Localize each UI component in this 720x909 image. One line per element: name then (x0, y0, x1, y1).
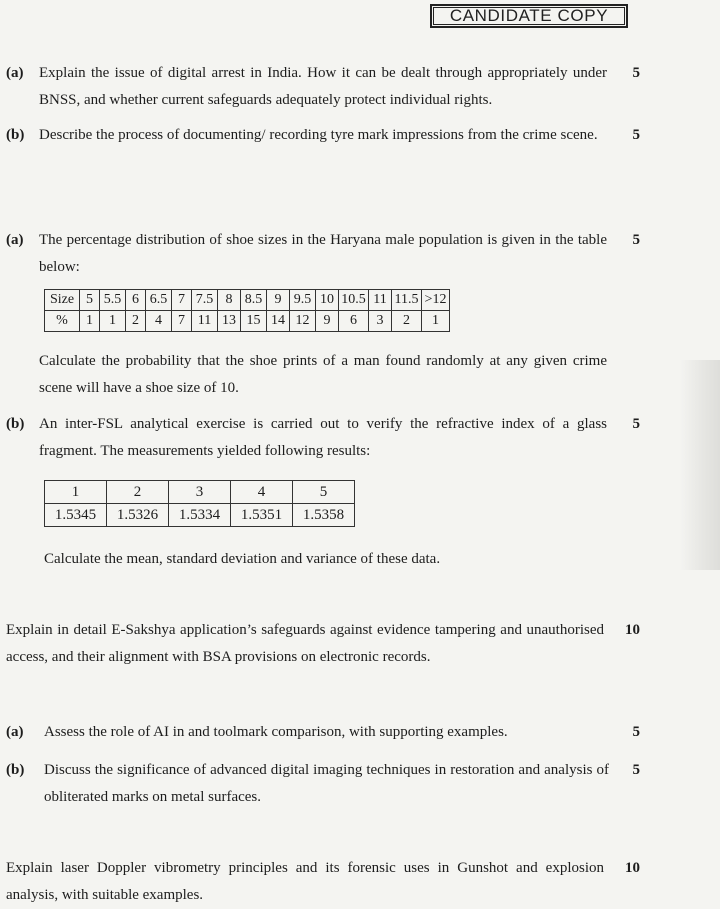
question-marks: 10 (625, 622, 640, 638)
question-marks: 5 (632, 416, 640, 432)
shoe-size-cell: 8.5 (241, 290, 267, 311)
table-header-cell: Size (45, 290, 80, 311)
question-5 (6, 855, 646, 909)
question-marks: 5 (632, 232, 640, 248)
question-4b (6, 757, 646, 813)
trial-number-row (45, 481, 355, 504)
question-label: (b) (6, 416, 25, 432)
shoe-size-cell: 9.5 (290, 290, 316, 311)
shoe-size-cell: 9 (267, 290, 290, 311)
question-4a (6, 719, 646, 747)
shoe-percent-row (45, 311, 450, 332)
shoe-size-cell: 6.5 (146, 290, 172, 311)
refractive-index-table (44, 480, 355, 527)
shoe-size-cell: 8 (218, 290, 241, 311)
question-marks: 5 (632, 65, 640, 81)
question-label: (a) (6, 232, 24, 248)
refractive-index-cell: 1.5334 (169, 504, 231, 527)
shoe-percent-cell: 1 (80, 311, 100, 332)
question-marks: 5 (632, 762, 640, 778)
shoe-percent-cell: 1 (422, 311, 450, 332)
trial-number-cell: 4 (231, 481, 293, 504)
question-label: (b) (6, 127, 25, 143)
refractive-index-cell: 1.5358 (293, 504, 355, 527)
trial-number-cell: 3 (169, 481, 231, 504)
question-text: Calculate the probability that the shoe prints of a man found randomly at any given crime scene will have a shoe size of 10. (39, 353, 607, 396)
refractive-index-cell: 1.5351 (231, 504, 293, 527)
question-2a (6, 227, 646, 283)
shoe-size-cell: 11.5 (392, 290, 422, 311)
shoe-percent-cell: 1 (100, 311, 126, 332)
question-1b (6, 122, 646, 178)
question-label: (a) (6, 724, 24, 740)
refractive-index-row (45, 504, 355, 527)
question-3 (6, 617, 646, 673)
candidate-copy-stamp: CANDIDATE COPY (430, 4, 628, 28)
shoe-size-row (45, 290, 450, 311)
shoe-percent-cell: 6 (339, 311, 369, 332)
question-text: Assess the role of AI in and toolmark comparison, with supporting examples. (44, 724, 508, 740)
question-2b-task (6, 546, 646, 574)
shoe-size-cell: 10.5 (339, 290, 369, 311)
shoe-percent-cell: 2 (392, 311, 422, 332)
shoe-percent-cell: 12 (290, 311, 316, 332)
question-label: (a) (6, 65, 24, 81)
question-2b (6, 411, 646, 467)
shoe-percent-cell: 11 (192, 311, 218, 332)
refractive-index-cell: 1.5345 (45, 504, 107, 527)
question-text: Explain the issue of digital arrest in India. How it can be dealt through appropriately under BNSS, and whether current safeguards adequately protect individual rights. (39, 65, 607, 108)
shoe-size-cell: 11 (369, 290, 392, 311)
trial-number-cell: 1 (45, 481, 107, 504)
shoe-percent-cell: 9 (316, 311, 339, 332)
question-marks: 5 (632, 724, 640, 740)
shoe-size-cell: 5 (80, 290, 100, 311)
shoe-size-cell: 5.5 (100, 290, 126, 311)
shoe-percent-cell: 15 (241, 311, 267, 332)
question-1a (6, 60, 646, 116)
question-label: (b) (6, 762, 25, 778)
question-marks: 5 (632, 127, 640, 143)
shoe-size-table (44, 289, 450, 332)
shoe-percent-cell: 7 (172, 311, 192, 332)
shoe-size-cell: 6 (126, 290, 146, 311)
question-text: The percentage distribution of shoe sizes in the Haryana male population is given in the table below: (39, 232, 607, 275)
question-text: Describe the process of documenting/ recording tyre mark impressions from the crime scene. (39, 127, 598, 143)
shoe-percent-cell: 14 (267, 311, 290, 332)
question-2a-task (6, 348, 646, 404)
shoe-size-cell: 10 (316, 290, 339, 311)
question-text: Explain in detail E-Sakshya application’s safeguards against evidence tampering and unauthorised access, and their alignment with BSA provisions on electronic records. (6, 622, 604, 665)
question-text: An inter-FSL analytical exercise is carried out to verify the refractive index of a glass fragment. The measurements yielded following results: (39, 416, 607, 459)
trial-number-cell: 5 (293, 481, 355, 504)
question-text: Explain laser Doppler vibrometry principles and its forensic uses in Gunshot and explosion analysis, with suitable examples. (6, 860, 604, 903)
question-marks: 10 (625, 860, 640, 876)
table-header-cell: % (45, 311, 80, 332)
refractive-index-cell: 1.5326 (107, 504, 169, 527)
scan-edge-shadow (680, 360, 720, 570)
trial-number-cell: 2 (107, 481, 169, 504)
shoe-percent-cell: 4 (146, 311, 172, 332)
question-text: Discuss the significance of advanced digital imaging techniques in restoration and analysis of obliterated marks on metal surfaces. (44, 762, 609, 805)
question-text: Calculate the mean, standard deviation and variance of these data. (44, 551, 441, 567)
shoe-size-cell: 7.5 (192, 290, 218, 311)
shoe-percent-cell: 2 (126, 311, 146, 332)
shoe-percent-cell: 13 (218, 311, 241, 332)
shoe-size-cell: 7 (172, 290, 192, 311)
shoe-size-cell: >12 (422, 290, 450, 311)
shoe-percent-cell: 3 (369, 311, 392, 332)
